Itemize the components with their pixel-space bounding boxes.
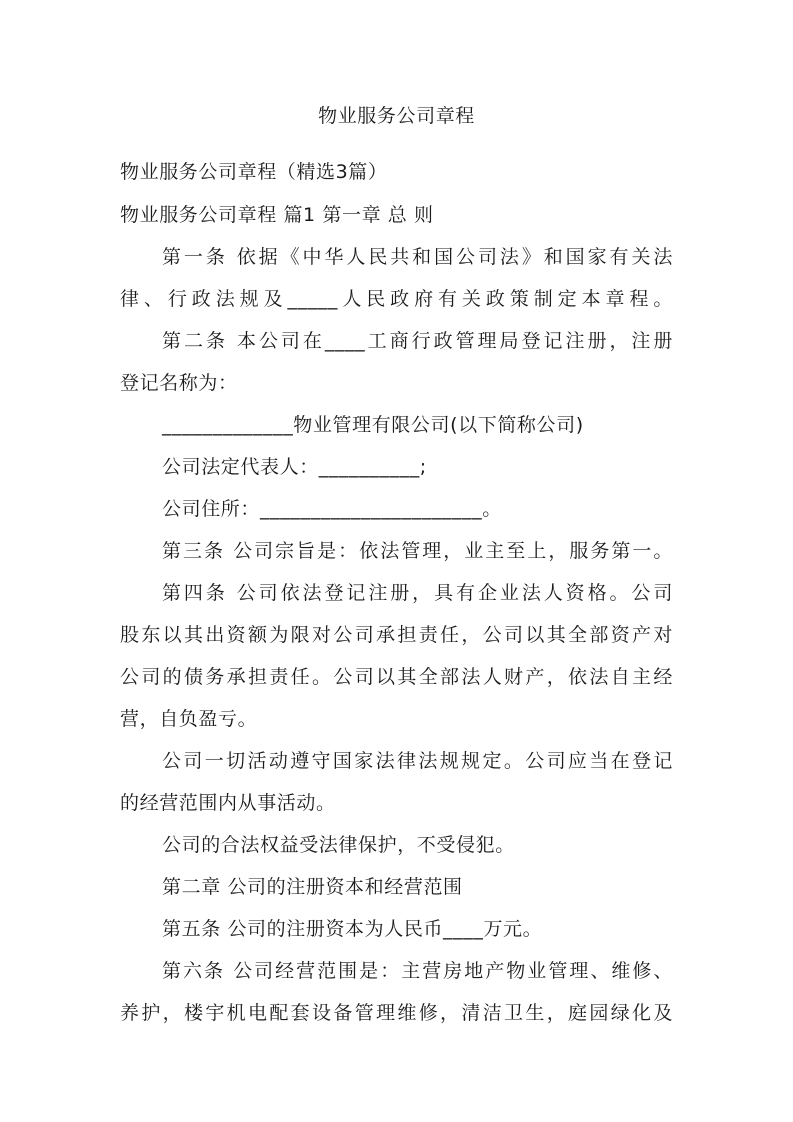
company-name-line: _____________物业管理有限公司(以下简称公司) (162, 414, 584, 436)
paragraph-line: 第五条 公司的注册资本为人民币____万元。 (162, 918, 543, 940)
chapter-heading: 第二章 公司的注册资本和经营范围 (162, 876, 463, 898)
paragraph-line: 第四条 公司依法登记注册，具有企业法人资格。公司 (162, 582, 673, 604)
paragraph-line: 的经营范围内从事活动。 (120, 792, 336, 814)
paragraph-line: 营，自负盈亏。 (120, 708, 258, 730)
paragraph-line: 登记名称为： (120, 372, 238, 394)
paragraph-line: 第三条 公司宗旨是：依法管理，业主至上，服务第一。 (162, 540, 673, 562)
paragraph-line: 公司一切活动遵守国家法律法规规定。公司应当在登记 (162, 750, 673, 772)
paragraph-line: 公司的债务承担责任。公司以其全部法人财产，依法自主经 (120, 666, 673, 688)
document-title: 物业服务公司章程 (318, 105, 475, 127)
company-address-line: 公司住所：______________________。 (162, 498, 502, 520)
legal-representative-line: 公司法定代表人：__________; (162, 456, 427, 478)
document-subtitle: 物业服务公司章程（精选3篇） (120, 161, 388, 183)
paragraph-line: 养护，楼宇机电配套设备管理维修，清洁卫生，庭园绿化及 (120, 1002, 673, 1024)
paragraph-line: 律、行政法规及_____人民政府有关政策制定本章程。 (120, 288, 673, 310)
paragraph-line: 第一条 依据《中华人民共和国公司法》和国家有关法 (162, 246, 673, 268)
paragraph-line: 股东以其出资额为限对公司承担责任，公司以其全部资产对 (120, 624, 673, 646)
paragraph-line: 第二条 本公司在____工商行政管理局登记注册，注册 (162, 330, 673, 352)
section-heading: 物业服务公司章程 篇1 第一章 总 则 (120, 204, 434, 226)
paragraph-line: 公司的合法权益受法律保护，不受侵犯。 (162, 834, 515, 856)
paragraph-line: 第六条 公司经营范围是：主营房地产物业管理、维修、 (162, 960, 673, 982)
